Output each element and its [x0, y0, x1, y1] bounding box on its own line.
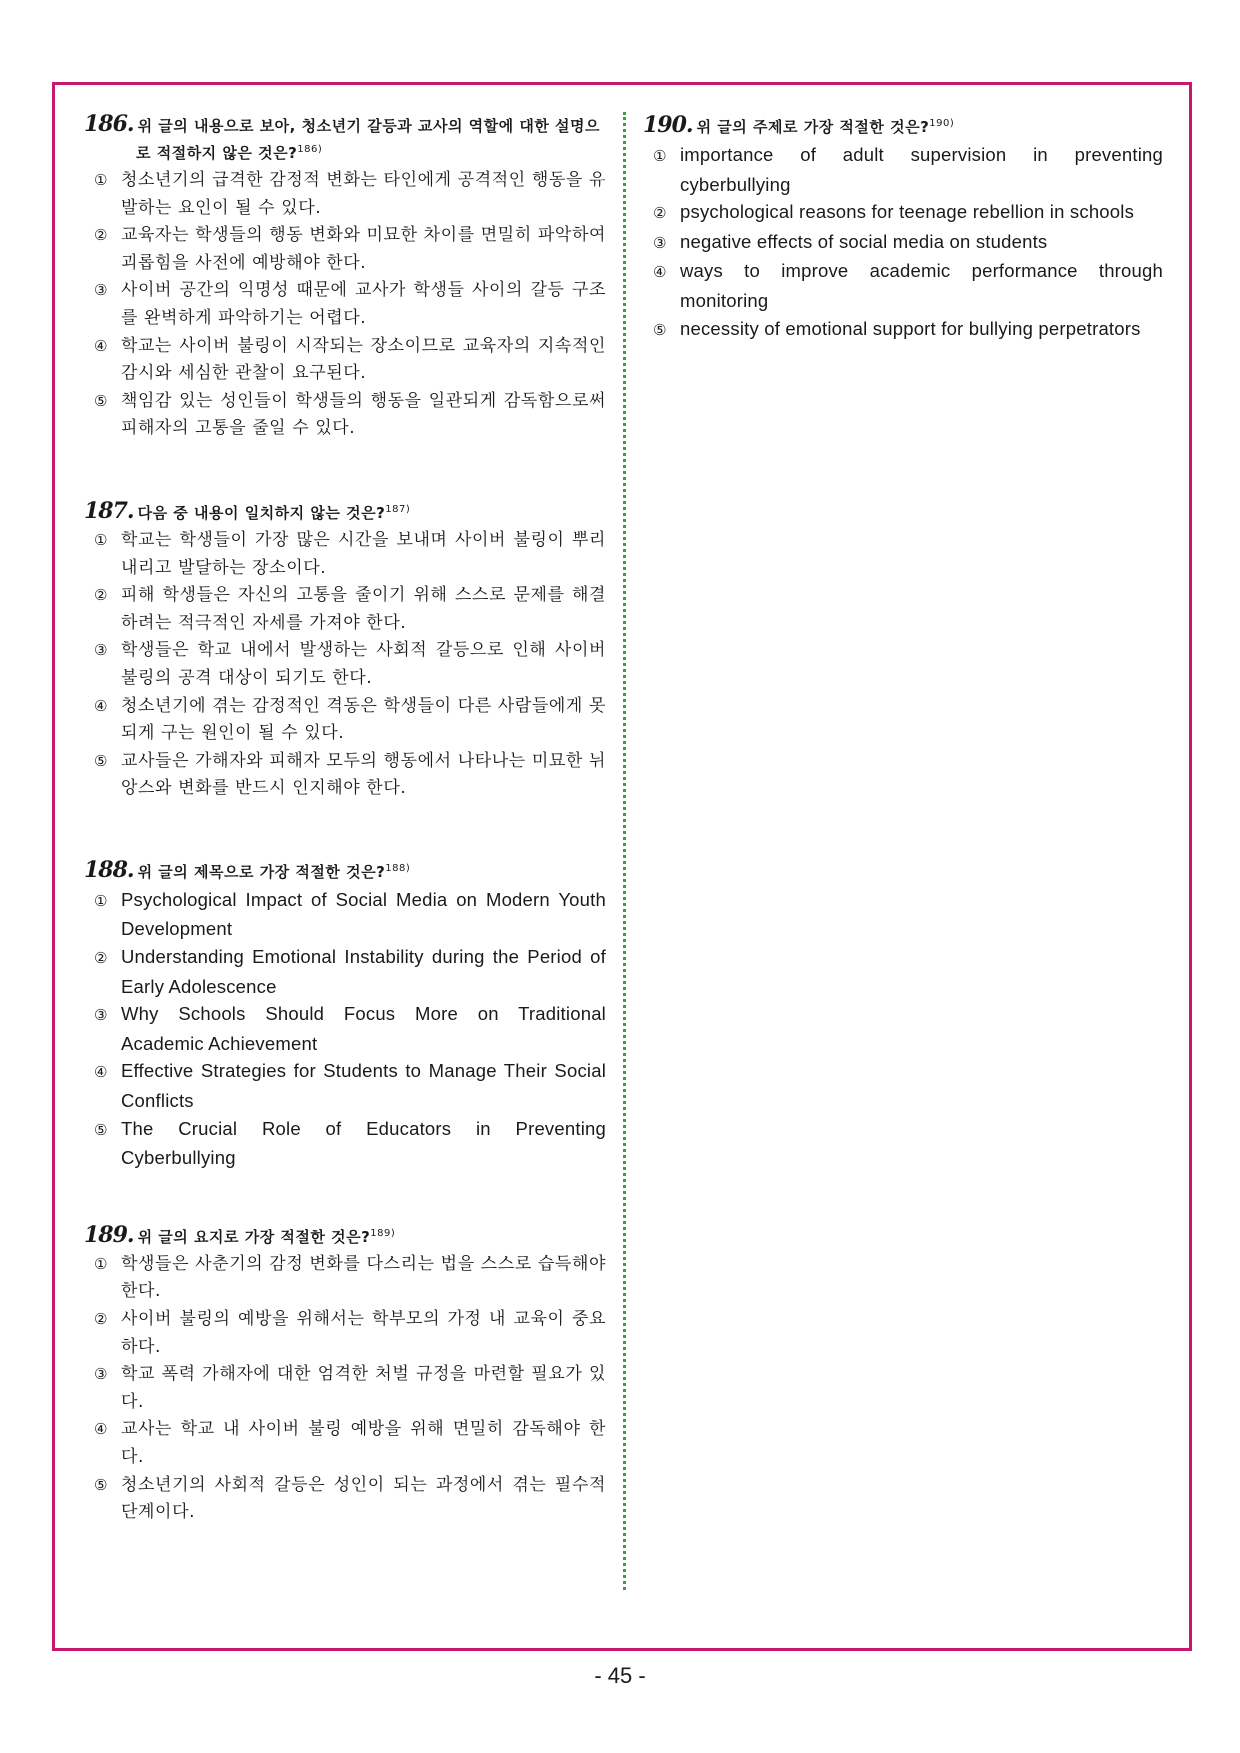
question-number: 187. — [84, 497, 134, 524]
option-5[interactable] — [84, 388, 606, 443]
footnote-ref: 190) — [929, 118, 955, 129]
option-5[interactable] — [84, 748, 606, 803]
option-2[interactable] — [84, 943, 606, 1000]
option-1[interactable] — [84, 167, 606, 222]
option-marker: ⑤ — [94, 751, 109, 770]
option-4[interactable] — [643, 257, 1163, 314]
column-divider — [623, 112, 626, 1590]
option-text: 청소년기의 급격한 감정적 변화는 타인에게 공격적인 행동을 유발하는 요인이 될 수 있다. — [121, 170, 606, 218]
option-marker: ③ — [94, 1007, 108, 1025]
option-text: psychological reasons for teenage rebellion in schools — [680, 201, 1135, 223]
option-3[interactable] — [84, 637, 606, 692]
option-3[interactable] — [84, 1000, 606, 1057]
option-text: 학생들은 학교 내에서 발생하는 사회적 갈등으로 인해 사이버 불링의 공격 대상이 되기도 한다. — [121, 640, 606, 688]
footnote-ref: 188) — [385, 862, 411, 874]
option-text: 피해 학생들은 자신의 고통을 줄이기 위해 스스로 문제를 해결하려는 적극적인 자세를 가져야 한다. — [121, 585, 606, 633]
option-text: 책임감 있는 성인들이 학생들의 행동을 일관되게 감독함으로써 피해자의 고통을 줄일 수 있다. — [121, 390, 606, 439]
option-marker: ③ — [94, 1365, 109, 1384]
question-189 — [84, 1222, 606, 1527]
option-text: Effective Strategies for Students to Manage Their Social Conflicts — [121, 1060, 606, 1112]
option-5[interactable] — [643, 315, 1163, 345]
option-marker: ① — [653, 148, 667, 165]
option-list — [84, 527, 606, 803]
option-4[interactable] — [84, 1057, 606, 1114]
question-number: 189. — [84, 1221, 134, 1248]
option-text: 학교는 사이버 불링이 시작되는 장소이므로 교육자의 지속적인 감시와 세심한 관찰이 요구된다. — [121, 335, 606, 384]
option-marker: ④ — [94, 696, 109, 715]
footnote-ref: 186) — [297, 144, 323, 155]
option-marker: ① — [94, 171, 109, 189]
option-marker: ③ — [94, 641, 109, 660]
question-prompt: 위 글의 내용으로 보아, 청소년기 갈등과 교사의 역할에 대한 설명으로 적절하지 않은 것은? — [136, 117, 601, 162]
option-marker: ③ — [653, 234, 667, 252]
question-number: 188. — [84, 856, 134, 883]
option-marker: ⑤ — [653, 321, 667, 339]
option-4[interactable] — [84, 1416, 606, 1471]
option-3[interactable] — [84, 277, 606, 332]
option-3[interactable] — [84, 1361, 606, 1416]
spacer — [84, 443, 606, 498]
option-list — [84, 1251, 606, 1527]
option-marker: ⑤ — [94, 1121, 108, 1139]
question-header — [84, 857, 606, 884]
option-2[interactable] — [84, 1306, 606, 1361]
option-marker: ② — [653, 205, 667, 223]
option-text: 학생들은 사춘기의 감정 변화를 다스리는 법을 스스로 습득해야 한다. — [121, 1253, 606, 1302]
option-4[interactable] — [84, 693, 606, 748]
question-number: 186. — [84, 111, 134, 137]
option-text: 교사들은 가해자와 피해자 모두의 행동에서 나타나는 미묘한 뉘앙스와 변화를 반드시 인지해야 한다. — [121, 750, 606, 799]
option-text: Why Schools Should Focus More on Traditional Academic Achievement — [121, 1003, 606, 1054]
option-2[interactable] — [643, 198, 1163, 228]
option-marker: ① — [94, 530, 109, 549]
page-number: - 45 - — [594, 1663, 646, 1688]
option-text: 학교 폭력 가해자에 대한 엄격한 처벌 규정을 마련할 필요가 있다. — [121, 1364, 606, 1412]
question-188 — [84, 857, 606, 1172]
option-marker: ④ — [94, 336, 109, 355]
option-1[interactable] — [84, 527, 606, 582]
question-header — [643, 112, 1163, 139]
question-prompt: 위 글의 주제로 가장 적절한 것은? — [696, 118, 930, 136]
option-5[interactable] — [84, 1115, 606, 1172]
question-number: 190. — [643, 112, 693, 138]
option-marker: ⑤ — [94, 1475, 109, 1494]
option-list — [84, 167, 606, 443]
spacer — [84, 803, 606, 857]
left-column — [84, 112, 606, 1527]
question-187 — [84, 498, 606, 803]
option-text: The Crucial Role of Educators in Preventing Cyberbullying — [121, 1117, 606, 1169]
option-marker: ② — [94, 226, 109, 245]
option-2[interactable] — [84, 582, 606, 637]
option-text: necessity of emotional support for bullying perpetrators — [680, 317, 1141, 339]
question-prompt: 다음 중 내용이 일치하지 않는 것은? — [137, 503, 386, 522]
option-marker: ② — [94, 950, 108, 968]
option-marker: ③ — [94, 281, 109, 300]
option-text: 학교는 학생들이 가장 많은 시간을 보내며 사이버 불링이 뿌리 내리고 발달하는 장소이다. — [121, 529, 606, 578]
option-text: 청소년기에 겪는 감정적인 격동은 학생들이 다른 사람들에게 못되게 구는 원인이 될 수 있다. — [121, 695, 606, 744]
spacer — [84, 1172, 606, 1222]
option-list — [643, 141, 1163, 344]
option-2[interactable] — [84, 222, 606, 277]
option-text: 교육자는 학생들의 행동 변화와 미묘한 차이를 면밀히 파악하여 괴롭힘을 사전에 예방해야 한다. — [121, 225, 606, 273]
option-marker: ④ — [653, 264, 667, 282]
option-1[interactable] — [643, 141, 1163, 198]
option-text: ways to improve academic performance through monitoring — [680, 260, 1163, 311]
question-prompt: 위 글의 요지로 가장 적절한 것은? — [137, 1227, 371, 1246]
question-header — [84, 498, 606, 525]
option-marker: ① — [94, 892, 108, 910]
option-text: 청소년기의 사회적 갈등은 성인이 되는 과정에서 겪는 필수적 단계이다. — [121, 1474, 606, 1523]
option-marker: ④ — [94, 1064, 108, 1082]
option-text: Understanding Emotional Instability during the Period of Early Adolescence — [121, 946, 606, 997]
option-marker: ④ — [94, 1420, 109, 1439]
question-header — [84, 1222, 606, 1249]
right-column — [643, 112, 1163, 344]
option-marker: ① — [94, 1254, 109, 1273]
option-text: importance of adult supervision in preventing cyberbullying — [680, 144, 1163, 195]
option-list — [84, 886, 606, 1172]
question-header — [84, 112, 606, 165]
option-5[interactable] — [84, 1472, 606, 1527]
footnote-ref: 189) — [370, 1227, 396, 1239]
option-text: 교사는 학교 내 사이버 불링 예방을 위해 면밀히 감독해야 한다. — [121, 1419, 606, 1467]
option-text: Psychological Impact of Social Media on Modern Youth Development — [121, 888, 606, 940]
question-190 — [643, 112, 1163, 344]
option-3[interactable] — [643, 228, 1163, 258]
option-marker: ⑤ — [94, 391, 109, 410]
option-marker: ② — [94, 1310, 109, 1328]
option-text: 사이버 공간의 익명성 때문에 교사가 학생들 사이의 갈등 구조를 완벽하게 파악하기는 어렵다. — [121, 280, 606, 328]
option-text: negative effects of social media on students — [680, 230, 1048, 252]
question-prompt: 위 글의 제목으로 가장 적절한 것은? — [137, 862, 386, 881]
option-marker: ② — [94, 586, 109, 605]
option-text: 사이버 불링의 예방을 위해서는 학부모의 가정 내 교육이 중요하다. — [121, 1309, 606, 1357]
footnote-ref: 187) — [385, 503, 411, 515]
option-1[interactable] — [84, 1251, 606, 1306]
option-4[interactable] — [84, 333, 606, 388]
option-1[interactable] — [84, 886, 606, 943]
question-186 — [84, 112, 606, 443]
